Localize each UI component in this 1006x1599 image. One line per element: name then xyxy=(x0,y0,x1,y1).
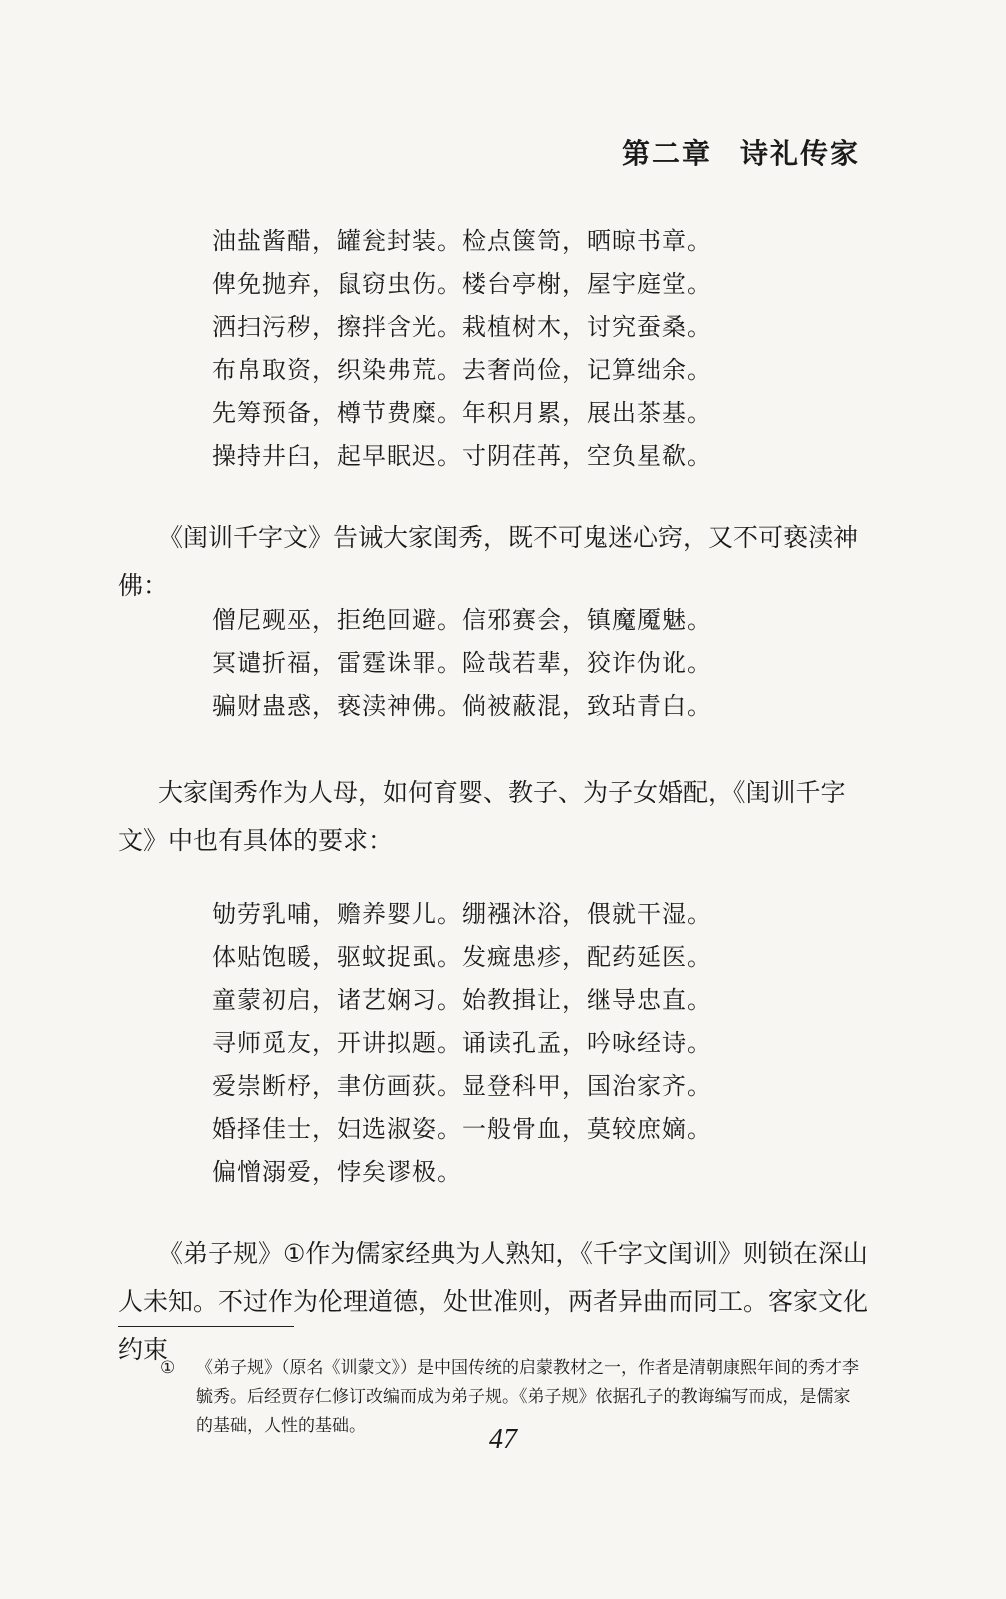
poem-line: 爱崇断杼，聿仿画荻。显登科甲，国治家齐。 xyxy=(212,1072,712,1100)
poem-line: 洒扫污秽，擦拌含光。栽植树木，讨究蚕桑。 xyxy=(212,313,712,341)
poem-block-childrearing xyxy=(212,893,712,1194)
chapter-title: 诗礼传家 xyxy=(739,137,860,170)
body-paragraph xyxy=(118,769,878,865)
poem-line: 先筹预备，樽节费糜。年积月累，展出茶基。 xyxy=(212,399,712,427)
poem-line: 童蒙初启，诸艺娴习。始教揖让，继导忠直。 xyxy=(212,986,712,1014)
poem-line: 劬劳乳哺，赡养婴儿。绷襁沐浴，偎就干湿。 xyxy=(212,900,712,928)
poem-line: 操持井臼，起早眠迟。寸阴荏苒，空负星欷。 xyxy=(212,442,712,470)
paragraph-text: 大家闺秀作为人母，如何育婴、教子、为子女婚配，《闺训千字文》中也有具体的要求： xyxy=(118,778,846,855)
page-number: 47 xyxy=(489,1424,517,1455)
poem-line: 僧尼觋巫，拒绝回避。信邪赛会，镇魔魇魅。 xyxy=(212,606,712,634)
poem-line: 油盐酱醋，罐瓮封装。检点箧笥，晒晾书章。 xyxy=(212,227,712,255)
poem-line: 布帛取资，织染弗荒。去奢尚俭，记算绌余。 xyxy=(212,356,712,384)
footnote-mark: ① xyxy=(160,1358,176,1378)
poem-line: 体贴饱暖，驱蚊捉虱。发癍患疹，配药延医。 xyxy=(212,943,712,971)
poem-line: 偏憎溺爱，悖矣谬极。 xyxy=(212,1158,462,1186)
body-paragraph xyxy=(118,514,878,610)
poem-line: 冥谴折福，雷霆诛罪。险哉若辈，狡诈伪讹。 xyxy=(212,649,712,677)
poem-block-household xyxy=(212,220,712,478)
poem-block-religion xyxy=(212,599,712,728)
footnote-text: 《弟子规》（原名《训蒙文》）是中国传统的启蒙教材之一，作者是清朝康熙年间的秀才李毓秀。后经贾存仁修订改编而成为弟子规。《弟子规》依据孔子的教诲编写而成，是儒家的基础，人性的基础。 xyxy=(196,1358,859,1436)
poem-line: 婚择佳士，妇选淑姿。一般骨血，莫较庶嫡。 xyxy=(212,1115,712,1143)
paragraph-text: 《弟子规》①作为儒家经典为人熟知，《千字文闺训》则锁在深山人未知。不过作为伦理道德，处世准则，两者异曲而同工。客家文化约束 xyxy=(118,1239,869,1364)
body-paragraph xyxy=(118,1230,878,1374)
poem-line: 俾免抛弃，鼠窃虫伤。楼台亭榭，屋宇庭堂。 xyxy=(212,270,712,298)
paragraph-text: 《闺训千字文》告诫大家闺秀，既不可鬼迷心窍，又不可亵渎神佛： xyxy=(118,523,859,600)
running-header xyxy=(622,132,860,172)
poem-line: 寻师觅友，开讲拟题。诵读孔孟，吟咏经诗。 xyxy=(212,1029,712,1057)
poem-line: 骗财蛊惑，亵渎神佛。倘被蔽混，致玷青白。 xyxy=(212,692,712,720)
chapter-number: 第二章 xyxy=(621,137,712,170)
footnote-divider xyxy=(118,1326,294,1327)
